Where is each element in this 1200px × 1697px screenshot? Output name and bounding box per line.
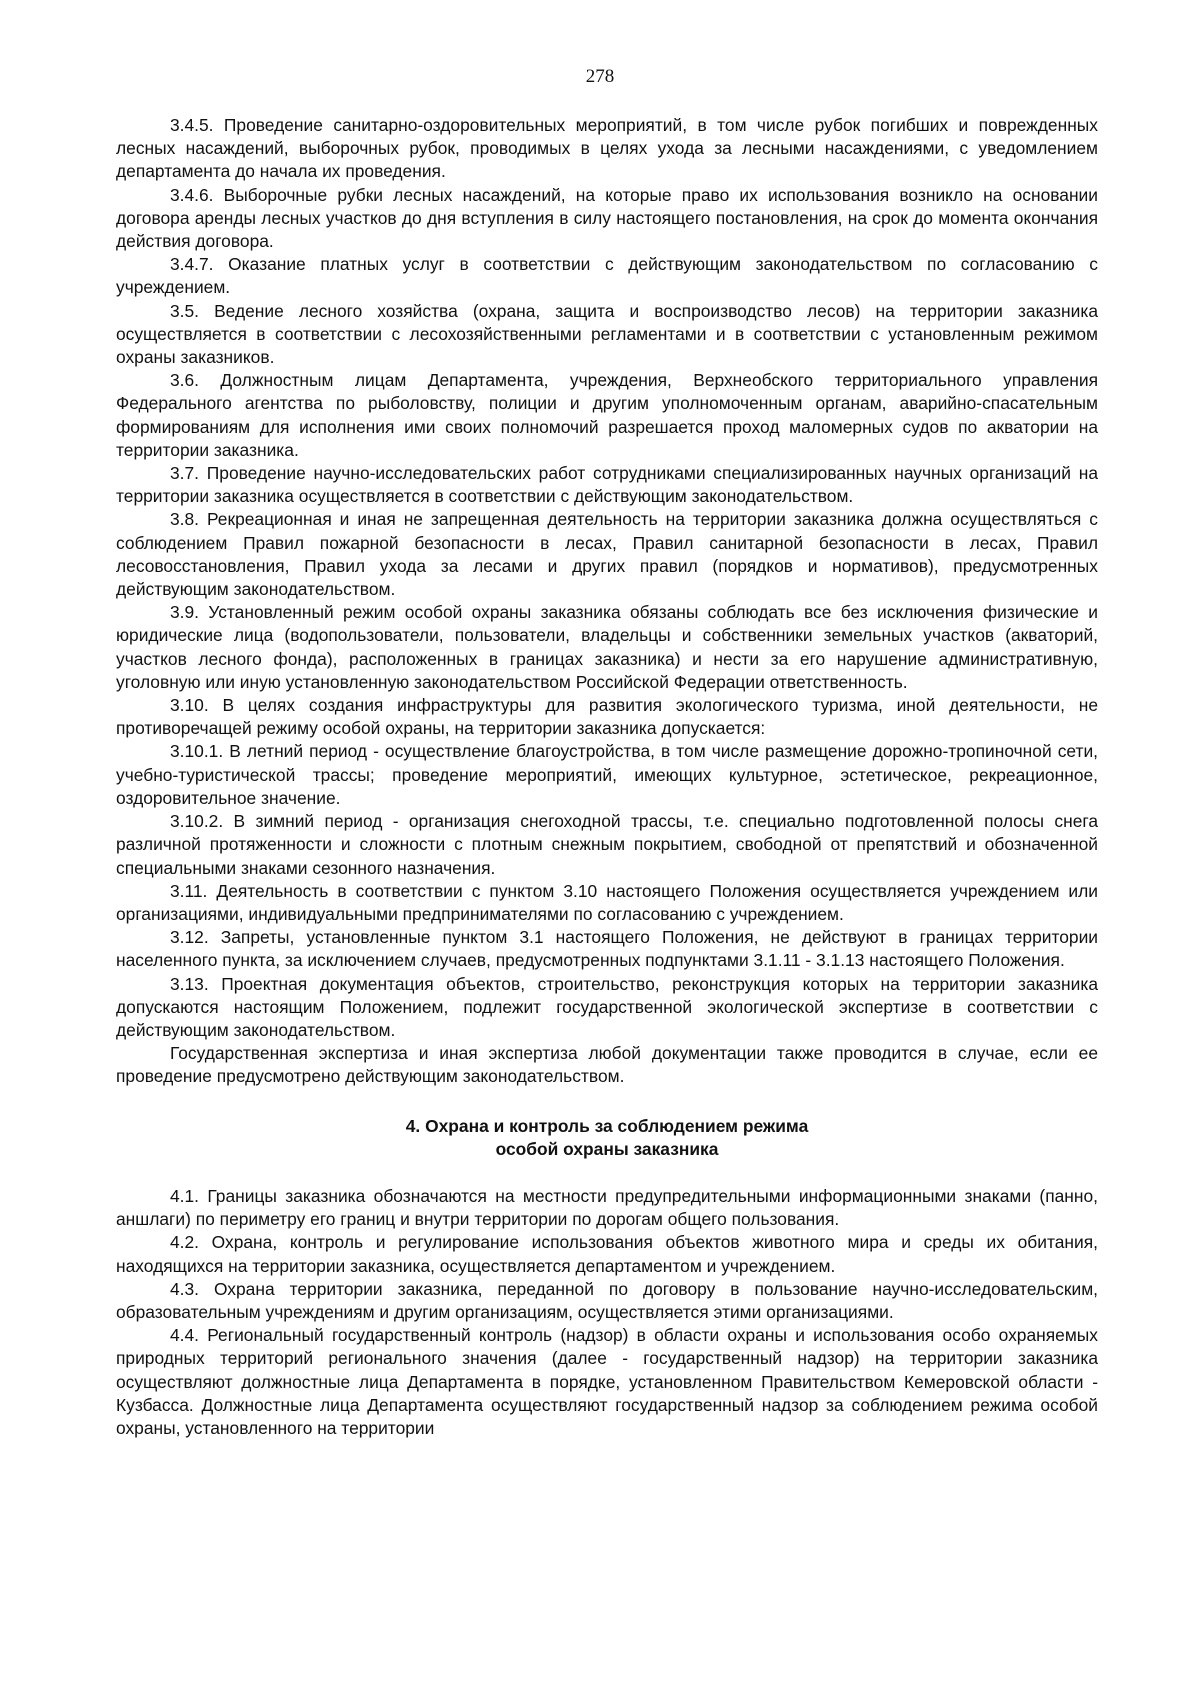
paragraph-4-4: 4.4. Региональный государственный контроль (надзор) в области охраны и использования особо охраняемых природных территорий регионального значения (далее - государственный надзор) на территории заказника осуществляют должностные лица Департамента в порядке, установленном Правительством Кемеровской области - Кузбасса. Должностные лица Департамента осуществляют государственный надзор за соблюдением режима особой охраны, установленного на территории	[116, 1325, 1098, 1438]
paragraph-4-1: 4.1. Границы заказника обозначаются на местности предупредительными информационными знаками (панно, аншлаги) по периметру его границ и внутри территории по дорогам общего пользования.	[116, 1185, 1098, 1230]
paragraph-4-2: 4.2. Охрана, контроль и регулирование использования объектов животного мира и среды их обитания, находящихся на территории заказника, осуществляется департаментом и учреждением.	[116, 1232, 1098, 1276]
paragraph-3-6: 3.6. Должностным лицам Департамента, учреждения, Верхнеобского территориального управления Федерального агентства по рыболовству, полиции и другим уполномоченным органам, аварийно-спасательным формированиям для исполнения ими своих полномочий разрешается проход маломерных судов по акватории на территории заказника.	[116, 370, 1098, 460]
paragraph-3-10-1: 3.10.1. В летний период - осуществление благоустройства, в том числе размещение дорожно-тропиночной сети, учебно-туристической трассы; проведение мероприятий, имеющих культурное, эстетическое, рекреационное, оздоровительное значение.	[116, 741, 1098, 808]
paragraph-4-3: 4.3. Охрана территории заказника, переданной по договору в пользование научно-исследовательским, образовательным учреждениям и другим организациям, осуществляется этими организациями.	[116, 1278, 1098, 1322]
paragraph-3-13: 3.13. Проектная документация объектов, строительство, реконструкция которых на территории заказника допускаются настоящим Положением, подлежит государственной экологической экспертизе в соответствии с действующим законодательством.	[116, 973, 1098, 1040]
paragraph-3-11: 3.11. Деятельность в соответствии с пунктом 3.10 настоящего Положения осуществляется учреждением или организациями, индивидуальными предпринимателями по согласованию с учреждением.	[116, 880, 1098, 924]
paragraph-3-4-7: 3.4.7. Оказание платных услуг в соответствии с действующим законодательством по согласованию с учреждением.	[116, 254, 1098, 298]
paragraph-3-5: 3.5. Ведение лесного хозяйства (охрана, защита и воспроизводство лесов) на территории заказника осуществляется в соответствии с лесохозяйственными регламентами и в соответствии с установленным режимом охраны заказников.	[116, 300, 1098, 368]
paragraph-3-4-5: 3.4.5. Проведение санитарно-оздоровительных мероприятий, в том числе рубок погибших и поврежденных лесных насаждений, выборочных рубок, проводимых в целях ухода за лесными насаждениями, с уведомлением департамента до начала их проведения.	[116, 115, 1098, 182]
section-title-line-1: 4. Охрана и контроль за соблюдением режима	[405, 1115, 809, 1136]
document-body	[116, 114, 1098, 1440]
paragraph-3-8: 3.8. Рекреационная и иная не запрещенная деятельность на территории заказника должна осуществляться с соблюдением Правил пожарной безопасности в лесах, Правил санитарной безопасности в лесах, Правил лесовосстановления, Правил ухода за лесами и других правил (порядков и нормативов), предусмотренных действующим законодательством.	[116, 509, 1098, 600]
paragraph-3-9: 3.9. Установленный режим особой охраны заказника обязаны соблюдать все без исключения физические и юридические лица (водопользователи, пользователи, владельцы и собственники земельных участков (акваторий, участков лесного фонда), расположенных в границах заказника) и нести за его нарушение административную, уголовную или иную установленную законодательством Российской Федерации ответственность.	[116, 602, 1098, 692]
paragraph-3-10: 3.10. В целях создания инфраструктуры для развития экологического туризма, иной деятельности, не противоречащей режиму особой охраны, на территории заказника допускается:	[116, 695, 1098, 739]
section-title	[116, 1115, 1098, 1161]
paragraph-expertise: Государственная экспертиза и иная экспертиза любой документации также проводится в случае, если ее проведение предусмотрено действующим законодательством.	[116, 1043, 1098, 1087]
paragraph-3-10-2: 3.10.2. В зимний период - организация снегоходной трассы, т.е. специально подготовленной полосы снега различной протяженности и сложности с плотным снежным покрытием, свободной от препятствий и обозначенной специальными знаками сезонного назначения.	[116, 811, 1098, 878]
paragraph-3-12: 3.12. Запреты, установленные пунктом 3.1 настоящего Положения, не действуют в границах территории населенного пункта, за исключением случаев, предусмотренных подпунктами 3.1.11 - 3.1.13 настоящего Положения.	[116, 927, 1098, 971]
paragraph-3-7: 3.7. Проведение научно-исследовательских работ сотрудниками специализированных научных организаций на территории заказника осуществляется в соответствии с действующим законодательством.	[116, 463, 1098, 507]
paragraph-3-4-6: 3.4.6. Выборочные рубки лесных насаждений, на которые право их использования возникло на основании договора аренды лесных участков до дня вступления в силу настоящего постановления, на срок до момента окончания действия договора.	[116, 184, 1098, 252]
page-number: 278	[585, 66, 615, 87]
section-title-line-2: особой охраны заказника	[495, 1138, 719, 1159]
